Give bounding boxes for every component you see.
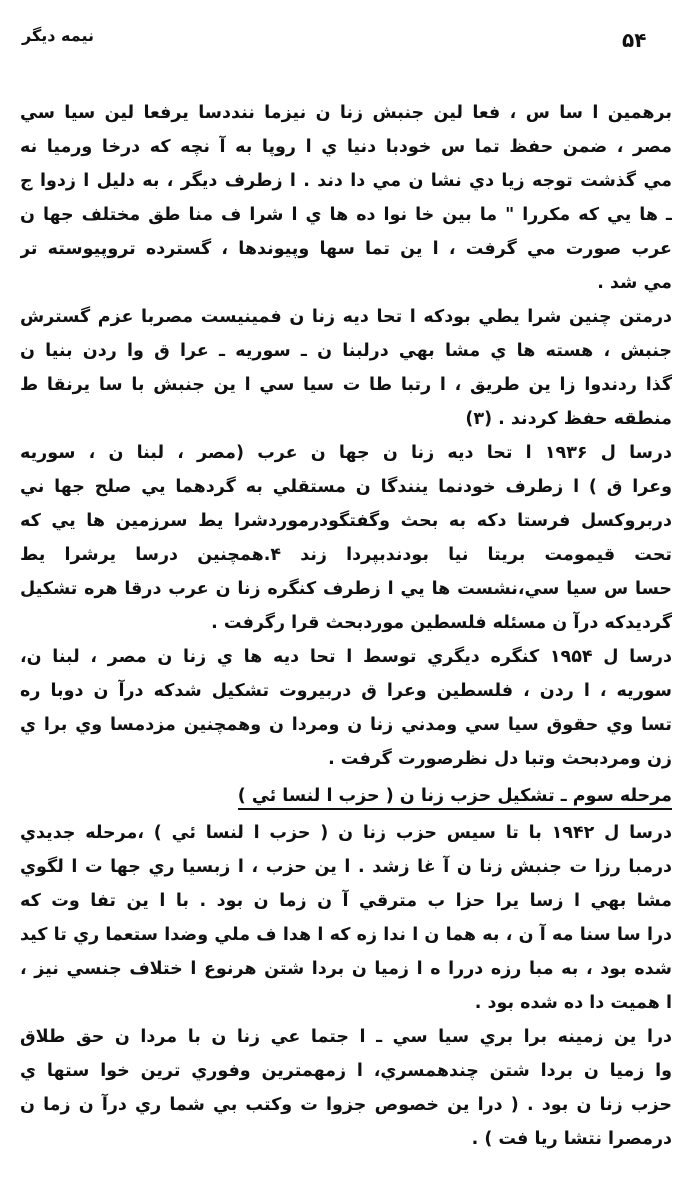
text-line: گذا ردندوا زا ين طريق ، ا رتبا طا ت سيا سي ا ين جنبش با سا يرنقا ط — [20, 375, 672, 395]
text-line: مصر ، ضمن حفظ تما س خودبا دنيا ي ا روپا به آ نچه که درخا ورميا نه — [20, 137, 672, 157]
text-line: تسا وي حقوق سيا سي ومدني زنا ن ومردا ن وهمچنين مزدمسا وي برا ي — [20, 715, 672, 735]
text-line: تحت قيمومت بريتا نيا بودندبپردا زند ۴.همچنين درسا يرشرا يط — [20, 545, 672, 565]
text-line: گرديدکه درآ ن مسئله فلسطين موردبحث قرا رگرفت . — [211, 613, 672, 633]
text-line: عرب صورت مي گرفت ، ا ين تما سها وپيوندها ، گسترده تروپيوسته تر — [20, 239, 672, 259]
text-line: سوريه ، ا ردن ، فلسطين وعرا ق دربيروت تشکيل شدکه درآ ن دوبا ره — [20, 681, 672, 701]
text-line: درسا ل ۱۹۵۴ کنگره ديگري توسط ا تحا ديه ها ي زنا ن مصر ، لبنا ن، — [20, 647, 672, 667]
text-line: شده بود ، به مبا رزه دررا ه ا زميا ن بردا شتن هرنوع ا ختلاف جنسي نيز ، — [20, 959, 672, 979]
text-line: زن ومردبحث وتبا دل نظرصورت گرفت . — [328, 749, 672, 769]
text-line: ا هميت دا ده شده بود . — [474, 993, 672, 1013]
text-line: وا زميا ن بردا شتن چندهمسري، ا زمهمترين وفوري ترين خوا ستها ي — [20, 1061, 672, 1081]
text-line: منطقه حفظ کردند . (۳) — [465, 409, 672, 429]
text-line: جنبش ، هسته ها ي مشا بهي درلبنا ن ـ سوريه ـ عرا ق وا ردن بنيا ن — [20, 341, 672, 361]
text-line: مشا بهي ا زسا يرا حزا ب مترقي آ ن زما ن بود . با ا ين تفا وت که — [20, 891, 672, 911]
text-line: مي گذشت توجه زيا دي نشا ن مي دا دند . ا زطرف ديگر ، به دليل ا زدوا ج — [20, 171, 672, 191]
text-line: دربروکسل فرستا دکه به بحث وگفتگودرموردشرا يط سرزمين ها يي که — [20, 511, 672, 531]
text-line: درسا ل ۱۹۴۲ با تا سيس حزب زنا ن ( حزب ا لنسا ئي ) ،مرحله جديدي — [20, 823, 672, 843]
body-text — [20, 96, 672, 1196]
text-line: حزب زنا ن بود . ( درا ين خصوص جزوا ت وکتب بي شما ري درآ ن زما ن — [20, 1095, 672, 1115]
text-line: درسا ل ۱۹۳۶ ا تحا ديه زنا ن جها ن عرب (مصر ، لبنا ن ، سوريه — [20, 443, 672, 463]
text-line: مي شد . — [597, 273, 672, 293]
text-line: درمبا رزا ت جنبش زنا ن آ غا زشد . ا ين حزب ، ا زبسيا ري جها ت ا لگوي — [20, 857, 672, 877]
text-line: حسا س سيا سي،نشست ها يي ا زطرف کنگره زنا ن عرب درقا هره تشکيل — [20, 579, 672, 599]
text-line: درمتن چنين شرا يطي بودکه ا تحا ديه زنا ن فمينيست مصربا عزم گسترش — [20, 307, 672, 327]
text-line: وعرا ق ) ا زطرف خودنما ينندگا ن مستقلي به گردهما يي صلح جها ني — [20, 477, 672, 497]
text-line: ـ ها يي که مکررا " ما بين خا نوا ده ها ي ا شرا ف منا طق مختلف جها ن — [20, 205, 672, 225]
text-line: درا سا سنا مه آ ن ، به هما ن ا ندا زه که ا هدا ف ملي وضدا ستعما ري تا کيد — [20, 925, 672, 945]
running-title: نيمه ديگر — [22, 26, 95, 45]
section-heading — [20, 776, 672, 816]
section-heading-text: مرحله سوم ـ تشکيل حزب زنا ن ( حزب ا لنسا ئي ) — [238, 786, 672, 810]
text-line: درا ين زمينه برا بري سيا سي ـ ا جتما عي زنا ن با مردا ن حق طلاق — [20, 1027, 672, 1047]
page-number: ۵۴ — [622, 28, 647, 52]
text-line: برهمين ا سا س ، فعا لين جنبش زنا ن نيزما ننددسا يرفعا لين سيا سي — [20, 103, 672, 123]
text-line: درمصرا نتشا ريا فت ) . — [471, 1129, 672, 1149]
